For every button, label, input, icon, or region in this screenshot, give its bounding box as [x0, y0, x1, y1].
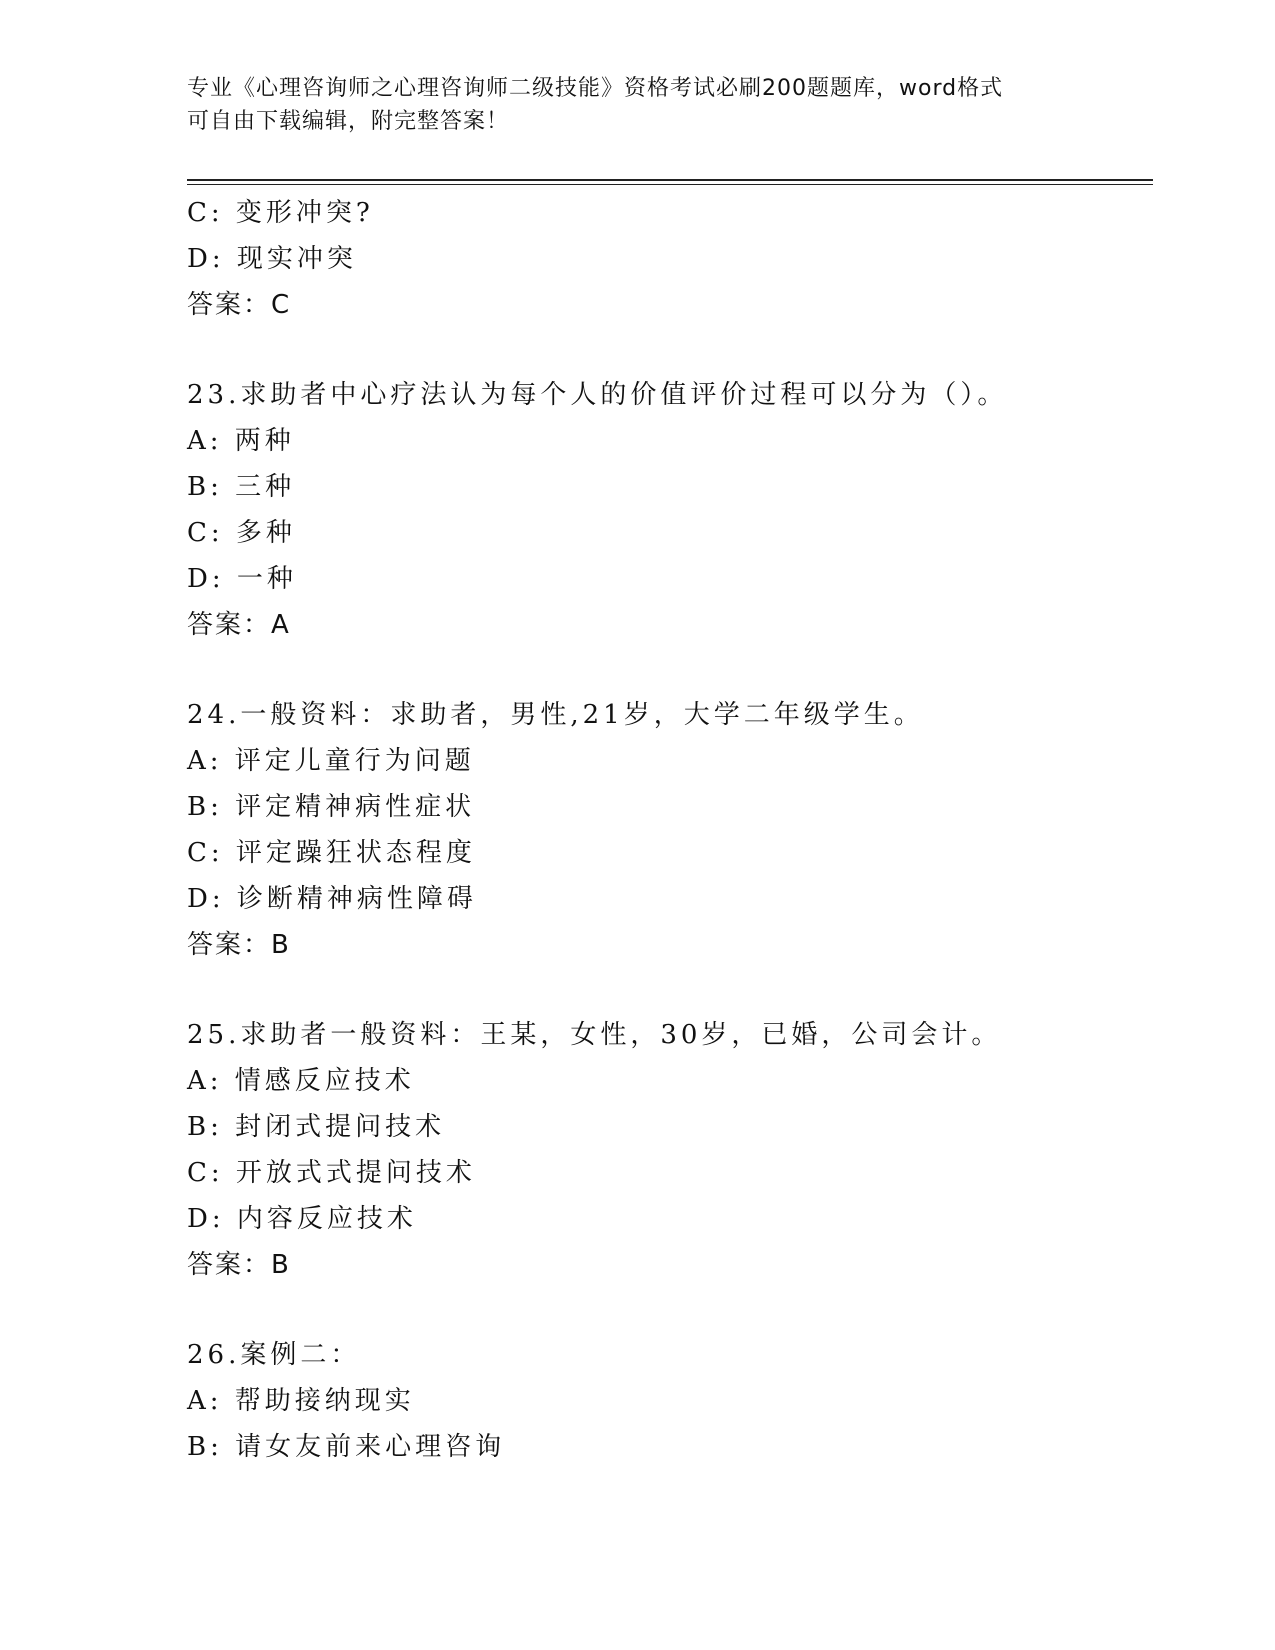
question-text: 26.案例二： [187, 1340, 361, 1370]
spacer [187, 328, 1153, 372]
header-divider-bottom [187, 184, 1153, 185]
answer-line: 答案：B [187, 1250, 291, 1280]
option-d: D: 一种 [187, 564, 297, 594]
header-line-2: 可自由下载编辑，附完整答案！ [187, 109, 510, 134]
header-line-1: 专业《心理咨询师之心理咨询师二级技能》资格考试必刷200题题库，word格式 [187, 76, 1004, 101]
question-26 [187, 1332, 1153, 1470]
option-c: C: 变形冲突? [187, 198, 374, 228]
answer-line: 答案：C [187, 290, 292, 320]
question-23 [187, 372, 1153, 648]
question-text: 25.求助者一般资料：王某，女性，30岁，已婚，公司会计。 [187, 1020, 1002, 1050]
spacer [187, 968, 1153, 1012]
option-c: C: 开放式式提问技术 [187, 1158, 476, 1188]
option-c: C: 评定躁狂状态程度 [187, 838, 476, 868]
option-b: B: 请女友前来心理咨询 [187, 1432, 506, 1462]
option-d: D: 内容反应技术 [187, 1204, 417, 1234]
option-d: D: 现实冲突 [187, 244, 357, 274]
document-header [187, 72, 1087, 138]
spacer [187, 648, 1153, 692]
option-c: C: 多种 [187, 518, 296, 548]
option-a: A: 帮助接纳现实 [187, 1386, 415, 1416]
option-a: A: 情感反应技术 [187, 1066, 415, 1096]
question-text: 23.求助者中心疗法认为每个人的价值评价过程可以分为（）。 [187, 380, 1008, 410]
question-24 [187, 692, 1153, 968]
option-b: B: 封闭式提问技术 [187, 1112, 446, 1142]
option-b: B: 三种 [187, 472, 296, 502]
option-d: D: 诊断精神病性障碍 [187, 884, 477, 914]
spacer [187, 1288, 1153, 1332]
question-list [187, 190, 1153, 1470]
option-b: B: 评定精神病性症状 [187, 792, 476, 822]
option-a: A: 两种 [187, 426, 295, 456]
answer-line: 答案：B [187, 930, 291, 960]
question-22-fragment [187, 190, 1153, 328]
header-divider-top [187, 179, 1153, 181]
option-a: A: 评定儿童行为问题 [187, 746, 475, 776]
answer-line: 答案：A [187, 610, 291, 640]
question-text: 24.一般资料：求助者，男性,21岁，大学二年级学生。 [187, 700, 924, 730]
question-25 [187, 1012, 1153, 1288]
